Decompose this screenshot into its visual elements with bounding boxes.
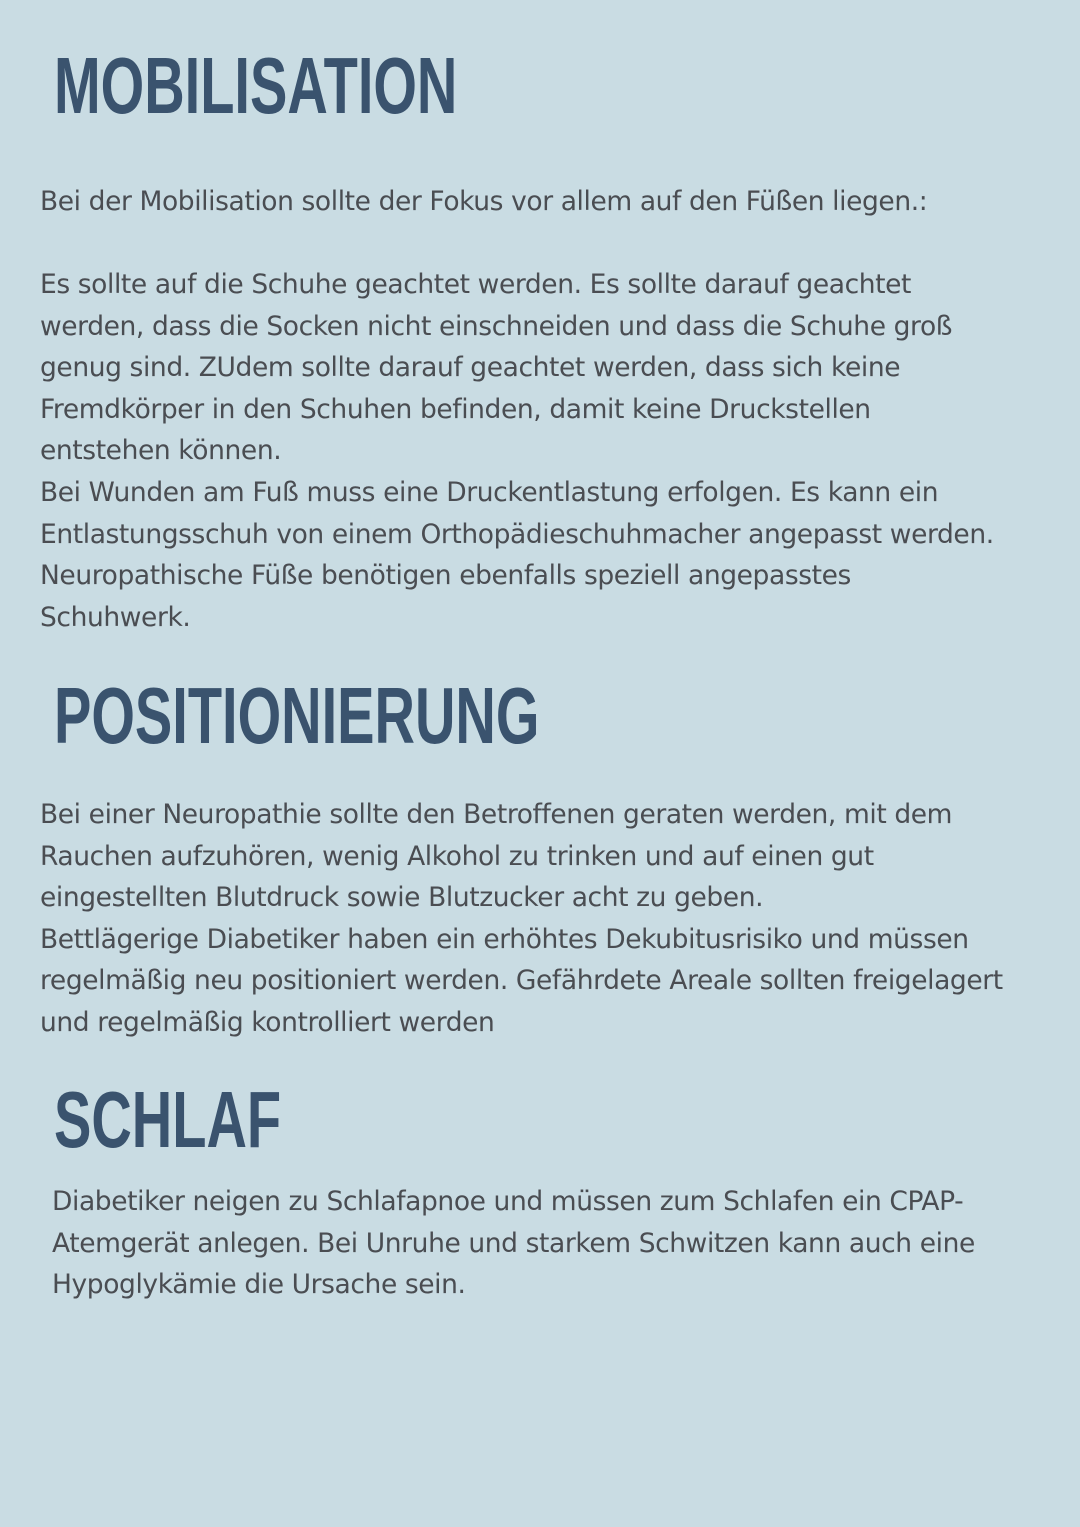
positionierung-heading: POSITIONIERUNG: [54, 671, 540, 760]
mobilisation-intro: Bei der Mobilisation sollte der Fokus vor allem auf den Füßen liegen.:: [40, 186, 928, 217]
mobilisation-heading: MOBILISATION: [54, 41, 458, 130]
schlaf-body: Diabetiker neigen zu Schlafapnoe und müssen zum Schlafen ein CPAP- Atemgerät anlegen. Bei Unruhe und starkem Schwitzen kann auch eine Hypoglykämie die Ursache sein.: [52, 1186, 975, 1301]
positionierung-body: Bei einer Neuropathie sollte den Betroffenen geraten werden, mit dem Rauchen aufzuhören, wenig Alkohol zu trinken und auf einen gut eingestellten Blutdruck sowie Blutzucker acht zu geben. Bettlägerige Diabetiker haben ein erhöhtes Dekubitusrisiko und müssen regelmäßig neu positioniert werden. Gefährdete Areale sollten freigelagert und regelmäßig kontrolliert werden: [40, 799, 1003, 1038]
schlaf-heading: SCHLAF: [54, 1075, 282, 1164]
mobilisation-body: Es sollte auf die Schuhe geachtet werden. Es sollte darauf geachtet werden, dass die Socken nicht einschneiden und dass die Schuhe groß genug sind. ZUdem sollte darauf geachtet werden, dass sich keine Fremdkörper in den Schuhen befinden, damit keine Druckstellen entstehen können. Bei Wunden am Fuß muss eine Druckentlastung erfolgen. Es kann ein Entlastungsschuh von einem Orthopädieschuhmacher angepasst werden. Neuropathische Füße benötigen ebenfalls speziell angepasstes Schuhwerk.: [40, 269, 994, 633]
